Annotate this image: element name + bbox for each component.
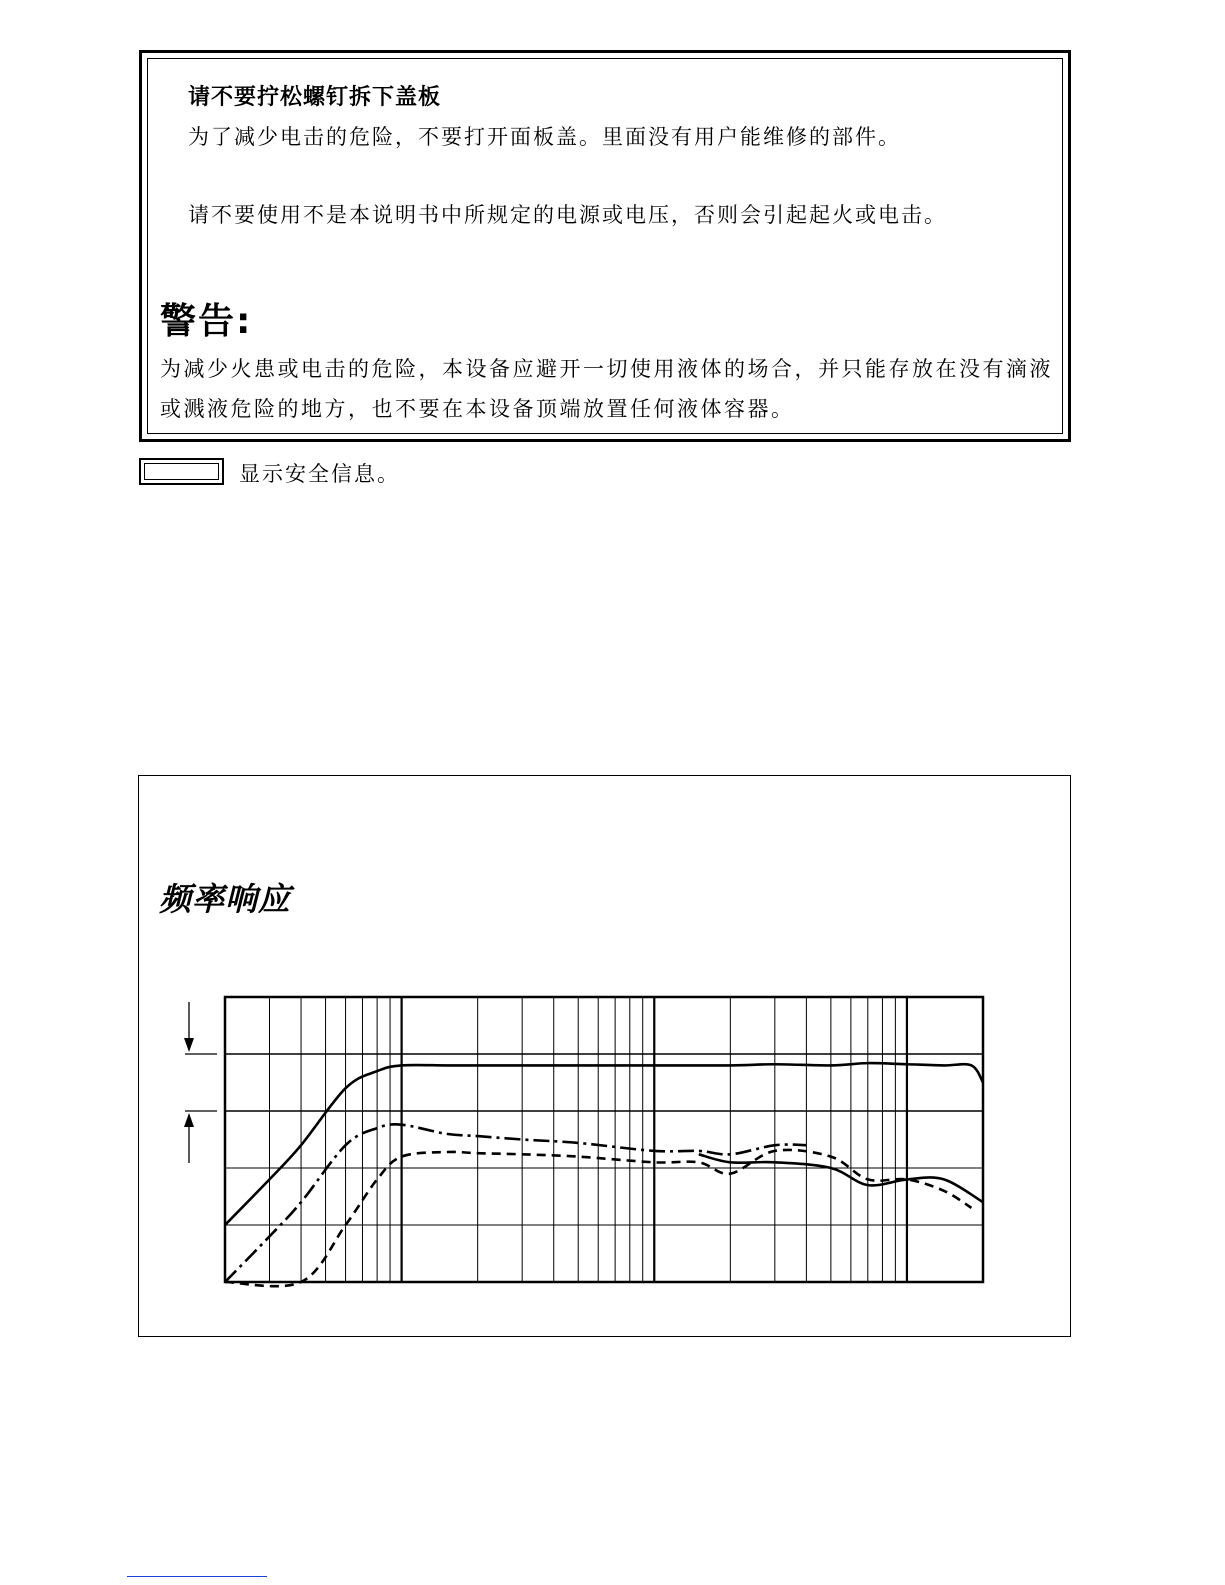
legend-box-inner	[144, 463, 219, 480]
down-arrow-icon	[184, 1038, 194, 1052]
footer-link-underline	[127, 1576, 267, 1577]
up-arrow-icon	[184, 1113, 194, 1127]
warning-text: 为减少火患或电击的危险，本设备应避开一切使用液体的场合，并只能存放在没有滴液或溅液危险的地方，也不要在本设备顶端放置任何液体容器。	[160, 357, 1053, 421]
legend-box-icon	[139, 458, 224, 485]
frequency-response-chart	[139, 776, 1072, 1338]
series-line-solid-lower	[699, 1154, 983, 1202]
plot-frame	[225, 997, 983, 1282]
series-line-dash-dot	[225, 1124, 806, 1282]
safety-paragraph-2: 请不要使用不是本说明书中所规定的电源或电压，否则会引起起火或电击。	[188, 203, 947, 227]
warning-title: 警告:	[160, 301, 253, 342]
safety-paragraph-1: 为了减少电击的危险，不要打开面板盖。里面没有用户能维修的部件。	[188, 125, 901, 149]
legend-text: 显示安全信息。	[239, 462, 400, 486]
frequency-response-title: 频率响应	[159, 880, 292, 918]
safety-heading: 请不要拧松螺钉拆下盖板	[188, 85, 442, 110]
safety-info-box	[139, 50, 1071, 442]
series-line-solid-upper	[225, 1063, 983, 1225]
frequency-response-panel	[138, 775, 1071, 1337]
